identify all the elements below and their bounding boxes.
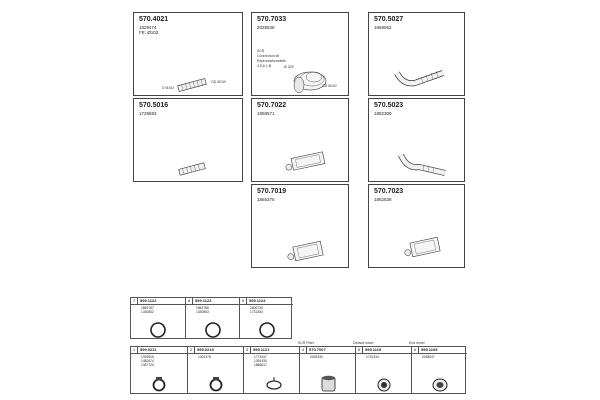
item-number: 6: [412, 347, 419, 353]
reference-number: 1600730: [250, 306, 263, 310]
clamp-cell[interactable]: [131, 298, 185, 338]
reference-number: 1391430: [254, 359, 267, 364]
oe-reference: 1865375: [257, 197, 275, 202]
reference-number: 1863788: [196, 306, 209, 310]
clamp-strip-top: [130, 297, 292, 339]
clamp-strip-bottom: [130, 346, 466, 394]
clamp-cell[interactable]: [239, 298, 293, 338]
part-card-570-5016[interactable]: [133, 98, 243, 182]
part-card-570-5023[interactable]: [368, 98, 465, 182]
reference-number: 1401378: [198, 355, 211, 359]
reference-number: 1482474: [141, 359, 154, 364]
clamp-code: 570.7007: [309, 347, 326, 352]
clamp-code: 599.0219: [197, 347, 214, 352]
band-clamp-icon: [244, 347, 300, 395]
diameter-note: FE: Ø102: [139, 30, 159, 35]
section-title-scr-filter: SCR Filter: [298, 341, 315, 345]
oe-reference: 1729593: [139, 111, 157, 116]
clamp-cell[interactable]: [411, 347, 467, 393]
v-band-clamp-icon: [188, 347, 244, 395]
item-number: 1: [131, 347, 138, 353]
reference-number: 1731353: [250, 310, 263, 315]
section-title-end-mixer: End mixer: [409, 341, 425, 345]
oe-reference: 2028538: [257, 25, 275, 30]
part-card-570-7022[interactable]: [251, 98, 349, 182]
oe-reference: 1868571: [257, 111, 275, 116]
item-number: 3: [244, 347, 251, 353]
part-number: 570.7033: [257, 16, 287, 23]
part-card-570-7033[interactable]: [251, 12, 349, 96]
oe-reference: 1882538: [374, 197, 392, 202]
dimension-label: OD Ø130: [211, 80, 226, 84]
clamp-cell[interactable]: [185, 298, 239, 338]
clamp-cell[interactable]: [187, 347, 243, 393]
note-line: 4,5,6 L-B: [257, 64, 272, 68]
clamp-code: 599.1123: [195, 298, 212, 303]
clamp-code: 599.1124: [249, 298, 266, 303]
part-card-570-7023[interactable]: [368, 184, 465, 268]
reference-number: 1330852: [141, 310, 154, 315]
mixer-icon: [412, 347, 468, 395]
clamp-cell[interactable]: [243, 347, 299, 393]
flex-pipe-illustration: [134, 99, 244, 183]
item-number: 9: [240, 298, 247, 304]
clamp-ring-icon: [186, 298, 240, 340]
mixer-icon: [356, 347, 412, 395]
reference-number: 2029330: [310, 355, 323, 359]
v-band-clamp-icon: [131, 347, 187, 395]
part-number: 570.5027: [374, 16, 404, 23]
clamp-ring-icon: [240, 298, 294, 340]
reference-number: 1329515: [141, 355, 154, 359]
item-number: 7: [131, 298, 138, 304]
catalytic-box-illustration: [252, 185, 350, 269]
part-number: 570.4021: [139, 16, 169, 23]
section-title-default-mixer: Default mixer: [353, 341, 374, 345]
bent-pipe-illustration: [369, 13, 466, 97]
flex-pipe-illustration: [134, 13, 244, 97]
clamp-code: 599.0211: [140, 347, 157, 352]
reference-number: 1863787: [141, 306, 154, 310]
part-number: 570.7022: [257, 102, 287, 109]
part-number: 570.7023: [374, 188, 404, 195]
item-number: 4: [300, 347, 307, 353]
clamp-cell[interactable]: [299, 347, 355, 393]
reference-number: 1330853: [196, 310, 209, 315]
clamp-code: 599.1105: [421, 347, 438, 352]
clamp-code: 599.1119: [365, 347, 382, 352]
dimension-label: OD Ø102: [322, 84, 337, 88]
note-line: SCR: [257, 49, 265, 53]
part-number: 570.5016: [139, 102, 169, 109]
clamp-code: 599.1121: [253, 347, 270, 352]
reference-number: 1731334: [366, 355, 379, 359]
part-number: 570.7019: [257, 188, 287, 195]
note-line: Connection kit: [257, 54, 280, 58]
part-number: 570.5023: [374, 102, 404, 109]
catalytic-box-illustration: [252, 99, 350, 183]
clamp-cell[interactable]: [355, 347, 411, 393]
reference-number: 2038047: [422, 355, 435, 359]
reference-number: 1774437: [254, 355, 267, 359]
reference-number: 1866617: [254, 363, 267, 368]
bent-pipe-illustration: [369, 99, 466, 183]
scr-filter-icon: [300, 347, 356, 395]
clamp-cell[interactable]: [131, 347, 187, 393]
reference-number: 1367726: [141, 363, 154, 368]
oe-reference: 1869062: [374, 25, 392, 30]
clamp-code: 599.1122: [140, 298, 157, 303]
item-number: 5: [356, 347, 363, 353]
catalytic-box-illustration: [369, 185, 466, 269]
dimension-label: Ø 325: [284, 65, 294, 69]
clamp-ring-icon: [131, 298, 185, 340]
part-card-570-5027[interactable]: [368, 12, 465, 96]
part-card-570-7019[interactable]: [251, 184, 349, 268]
dimension-label: D Ø102: [162, 86, 175, 90]
oe-reference: 1629474: [139, 25, 157, 30]
item-number: 2: [188, 347, 195, 353]
part-card-570-4021[interactable]: [133, 12, 243, 96]
item-number: 8: [186, 298, 193, 304]
note-line: Reproduktionsteile: [257, 59, 286, 63]
oe-reference: 1882300: [374, 111, 392, 116]
